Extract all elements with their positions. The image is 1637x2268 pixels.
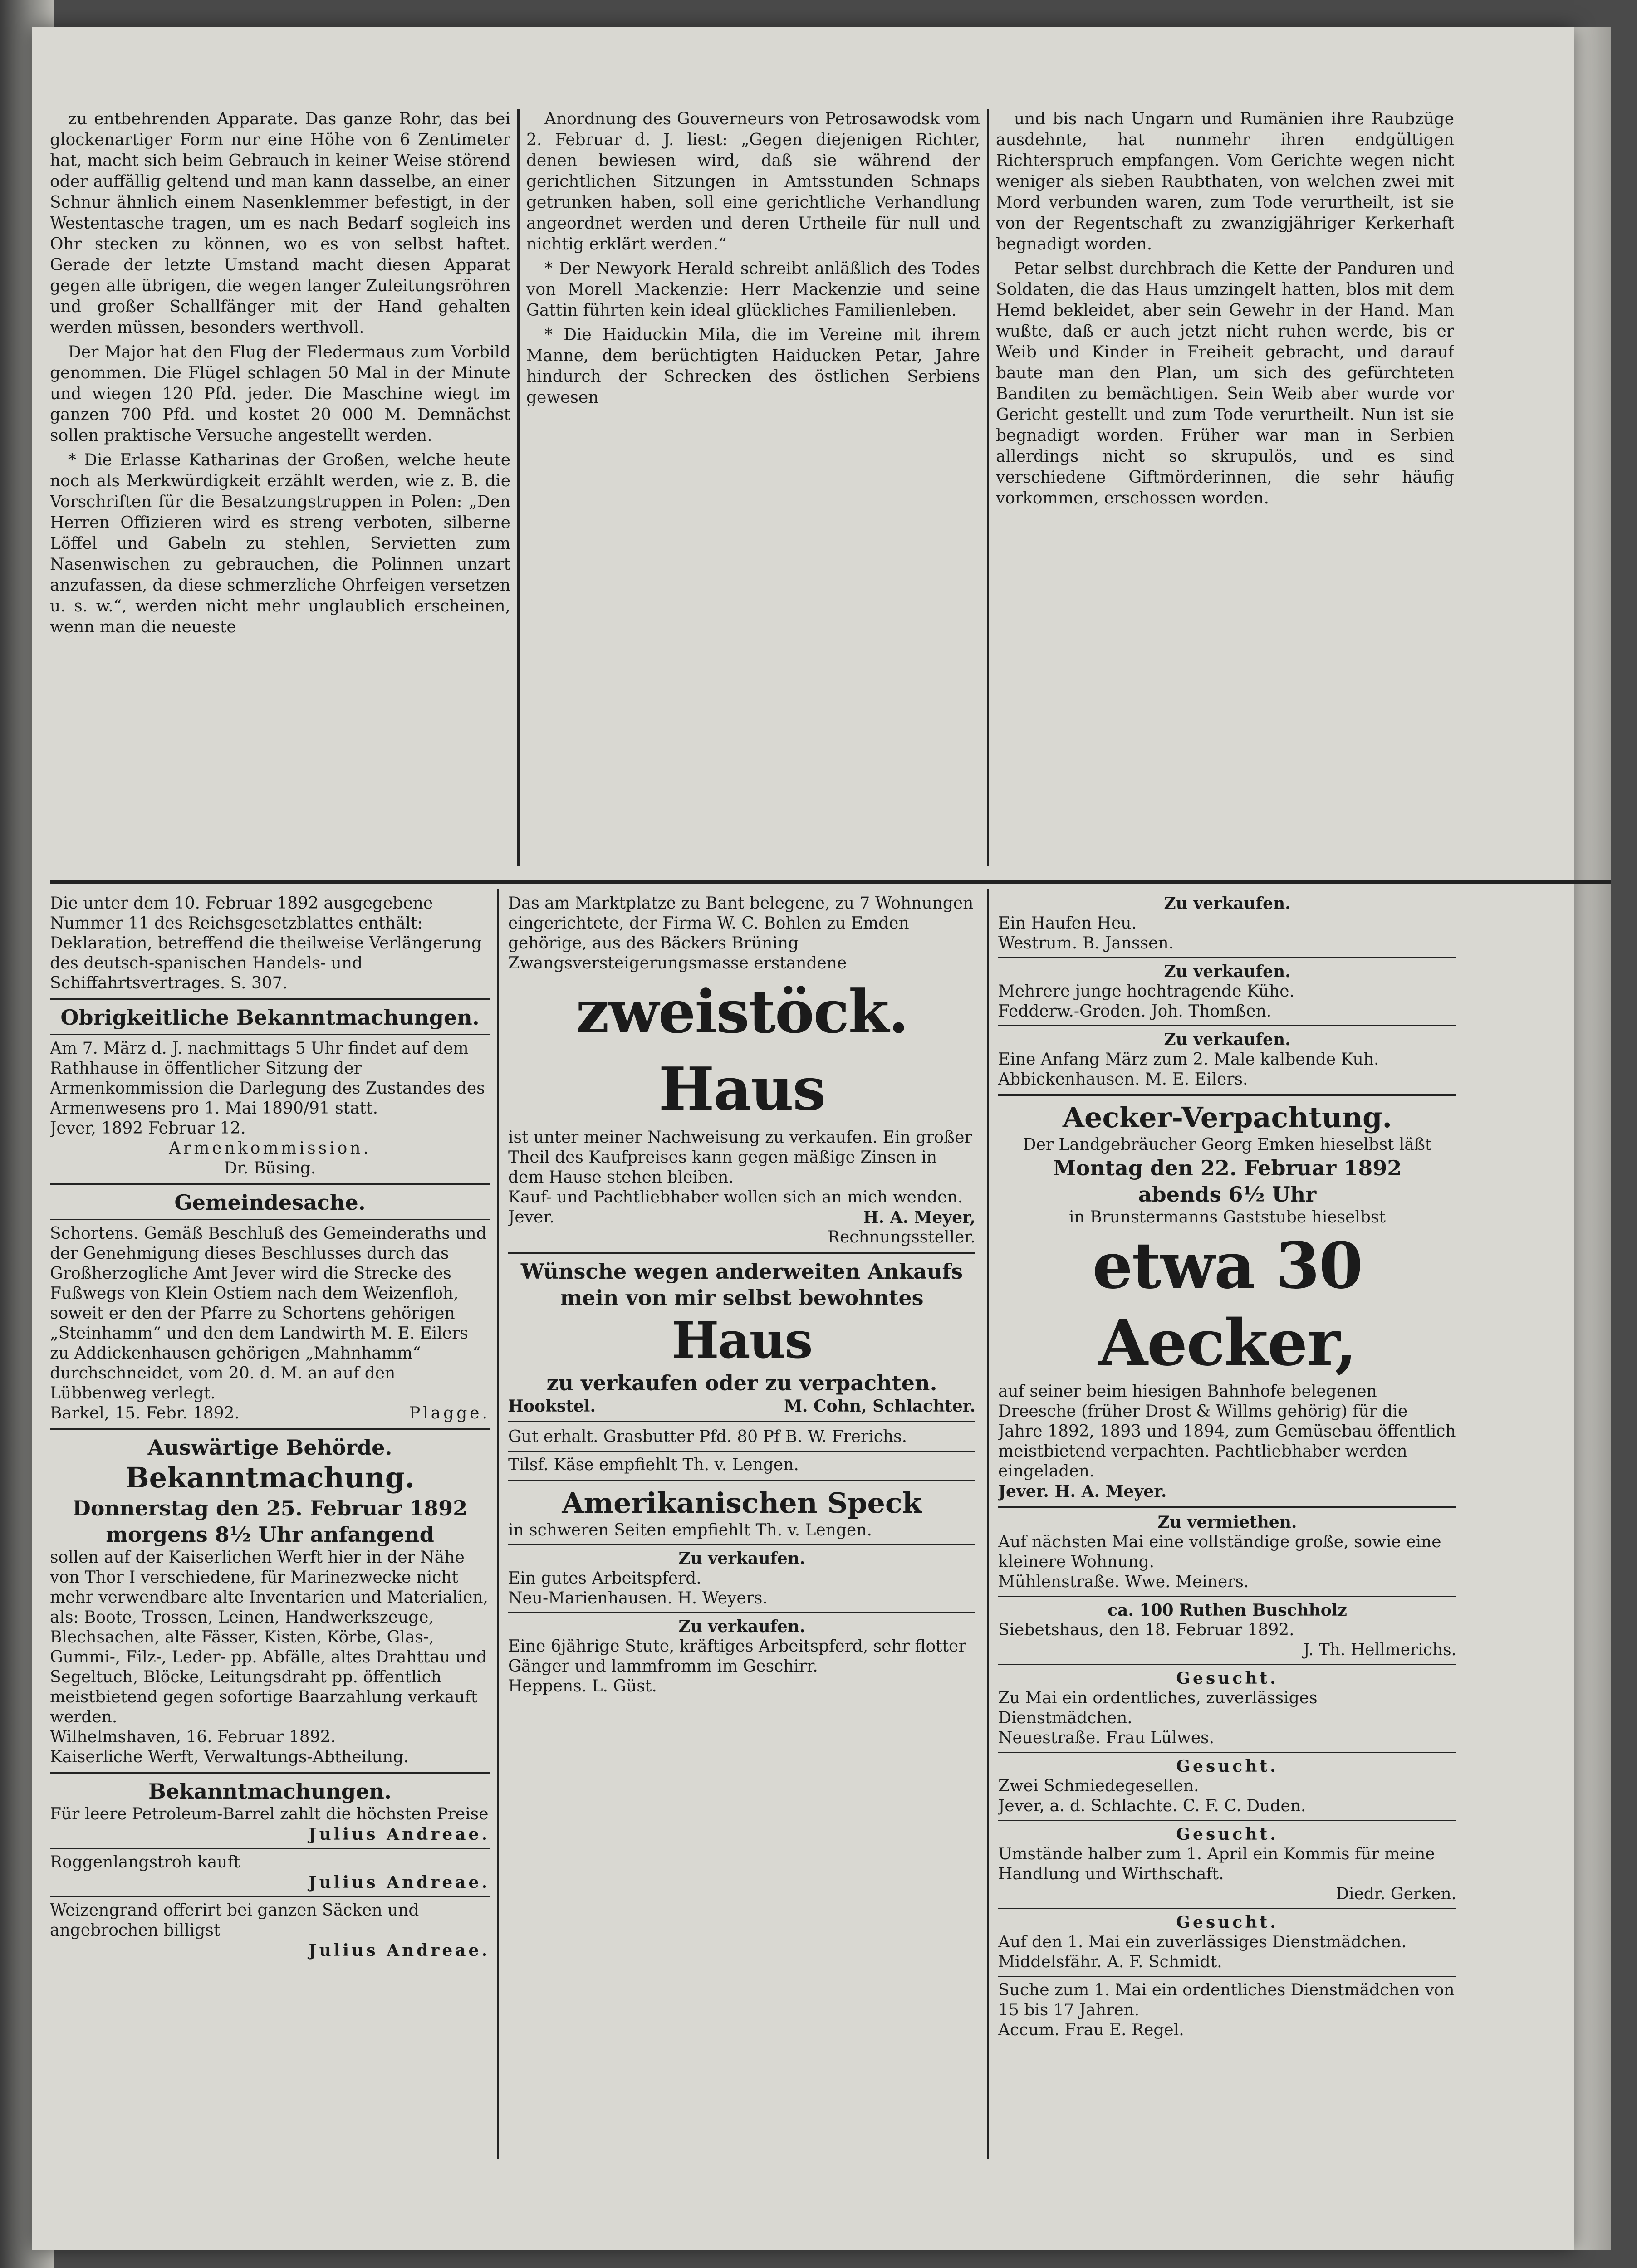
article-paragraph: * Die Haiduckin Mila, die im Vereine mit ihrem Manne, dem berüchtigten Haiducken Petar, Jahre hindurch der Schrecken des östlichen Serbiens gewesen [526,326,980,407]
acker-intro: Der Landgebräucher Georg Emken hieselbst läßt [1023,1135,1432,1154]
haus-headline: Haus [671,1311,812,1369]
ad-text: Umstände halber zum 1. April ein Kommis für meine Handlung und Wirthschaft. [998,1845,1435,1883]
buschholz-signature: J. Th. Hellmerichs. [1303,1641,1456,1659]
article-column-2 [526,109,980,866]
speck-headline: Amerikanischen Speck [562,1486,922,1520]
zuverkaufen-heading: Zu verkaufen. [678,1549,805,1568]
ad-text: Auf nächsten Mai eine vollständige große, sowie eine kleinere Wohnung. [998,1533,1441,1571]
signature-name: H. A. Meyer, [863,1208,975,1227]
wish-text: Wünsche wegen anderweiten Ankaufs mein von mir selbst bewohntes [520,1259,963,1310]
article-paragraph: * Die Erlasse Katharinas der Großen, welche heute noch als Merkwürdigkeit erzählt werden, wie z. B. die Vorschriften für die Besatzungstruppen in Polen: „Den Herren Offizieren wird es streng verboten, silberne Löffel und Gabeln zu stehlen, Servietten zum Nasenwischen zu gebrauchen, die Polinnen unzart anzufassen, da diese schmerzliche Ohrfeigen versetzen u. s. w.“, werden nicht mehr unglaublich erscheinen, wenn man die neueste [50,451,510,636]
hook-name: M. Cohn, Schlachter. [784,1397,975,1416]
house-text-2: Kauf- und Pachtliebhaber wollen sich an mich wenden. [508,1188,963,1207]
ad-signature: Middelsfähr. A. F. Schmidt. [998,1953,1222,1971]
auction-date: Donnerstag den 25. Februar 1892 [72,1496,468,1520]
article-column-3 [996,109,1454,866]
obrigkeit-place: Jever, 1892 Februar 12. [50,1119,246,1138]
andreae-signature: Julius Andreae. [309,1825,490,1844]
buschholz-place: Siebetshaus, den 18. Februar 1892. [998,1621,1294,1639]
ad-text: Zu Mai ein ordentliches, zuverlässiges Dienstmädchen. [998,1689,1318,1727]
signature-place: Jever. [508,1208,555,1227]
acker-text: auf seiner beim hiesigen Bahnhofe belegenen Dreesche (früher Drost & Willms gehörig) für die Jahre 1892, 1893 und 1894, zum Gemüsebau öffentlich meistbietend verpachten. Pachtliebhaber werden eingeladen. [998,1382,1456,1481]
ad-signature: Jever, a. d. Schlachte. C. F. C. Duden. [998,1797,1306,1815]
ad-text: Ein Haufen Heu. [998,914,1137,933]
ad-text: Zwei Schmiedegesellen. [998,1777,1199,1795]
acker-signature: Jever. H. A. Meyer. [998,1482,1167,1501]
mare-signature: Heppens. L. Güst. [508,1677,657,1696]
column-rule [987,889,989,2159]
ad-heading: Gesucht. [1176,1825,1279,1844]
house-headline: zweistöck. Haus [575,977,908,1124]
ad-text: Mehrere junge hochtragende Kühe. [998,982,1295,1001]
roggen-notice: Roggenlangstroh kauft [50,1853,240,1872]
andreae-signature: Julius Andreae. [309,1941,490,1960]
gemeinde-heading: Gemeindesache. [174,1190,366,1215]
zuverkaufen-heading: Zu verkaufen. [678,1617,805,1636]
obrigkeit-signature: Armenkommission. [169,1139,371,1158]
article-paragraph: Anordnung des Gouverneurs von Petrosawodsk vom 2. Februar d. J. liest: „Gegen diejenigen Richter, denen bewiesen wird, daß sie während der gerichtlichen Sitzungen in Amtsstunden Schnaps getrunken haben, soll eine gerichtliche Verhandlung angeordnet werden und deren Urtheile für null und nichtig erklärt werden.“ [526,110,980,254]
signature-role: Rechnungssteller. [827,1228,975,1246]
auswaertige-heading: Auswärtige Behörde. [147,1435,392,1460]
ad-text: Eine Anfang März zum 2. Male kalbende Kuh. [998,1050,1379,1069]
ad-signature: Mühlenstraße. Wwe. Meiners. [998,1573,1249,1591]
ad-signature: Neuestraße. Frau Lülwes. [998,1729,1215,1747]
horse-ad: Ein gutes Arbeitspferd. [508,1569,701,1588]
kaese-ad: Tilsf. Käse empfiehlt Th. v. Lengen. [508,1456,799,1474]
ad-heading: Zu verkaufen. [1164,1030,1291,1049]
ad-text: Suche zum 1. Mai ein ordentliches Dienstmädchen von 15 bis 17 Jahren. [998,1981,1455,2019]
right-ads-column [998,894,1456,2164]
bekanntmachungen-heading: Bekanntmachungen. [148,1779,392,1804]
gemeinde-place: Barkel, 15. Febr. 1892. [50,1404,240,1422]
ad-heading: Zu verkaufen. [1164,894,1291,913]
house-intro: Das am Marktplatze zu Bant belegene, zu 7 Wohnungen eingerichtete, der Firma W. C. Bohlen zu Emden gehörige, aus des Bäckers Brüning Zwangsversteigerungsmasse erstandene [508,894,974,973]
weizen-notice: Weizengrand offerirt bei ganzen Säcken und angebrochen billigst [50,1901,419,1940]
obrigkeit-signature-name: Dr. Büsing. [224,1159,316,1178]
ad-signature: Westrum. B. Janssen. [998,934,1174,953]
gemeinde-text: Schortens. Gemäß Beschluß des Gemeinderaths und der Genehmigung dieses Beschlusses durch das Großherzogliche Amt Jever wird die Strecke des Fußwegs von Klein Ostiem nach dem Weizenfloh, soweit er den der Pfarre zu Schortens gehörigen „Steinhamm“ und den dem Landwirth M. E. Eilers zu Addickenhausen gehörigen „Mahnhamm“ durchschneidet, vom 20. d. M. an auf den Lübbenweg verlegt. [50,1224,487,1403]
butter-ad: Gut erhalt. Grasbutter Pfd. 80 Pf B. W. Frerichs. [508,1427,907,1446]
column-rule [497,889,499,2159]
acker-date: Montag den 22. Februar 1892 [1053,1156,1402,1180]
auction-text: sollen auf der Kaiserlichen Werft hier in der Nähe von Thor I verschiedene, für Marinezwecke nicht mehr verwendbare alte Inventarien und Materialien, als: Boote, Trossen, Leinen, Handwerkszeuge, Blechsachen, alte Fässer, Kisten, Körbe, Glas-, Gummi-, Filz-, Leder- pp. Abfälle, altes Drahttau und Segeltuch, Blöcke, Leitungsdraht pp. öffentlich meistbietend gegen sofortige Baarzahlung verkauft werden. [50,1548,489,1726]
acker-headline: Aecker-Verpachtung. [1062,1101,1392,1134]
page-edge [1574,27,1611,2250]
hook-place: Hookstel. [508,1397,596,1416]
acker-time: abends 6½ Uhr [1138,1182,1317,1207]
speck-sub: in schweren Seiten empfiehlt Th. v. Lengen. [508,1521,872,1540]
acker-big-headline: etwa 30 Aecker, [1092,1229,1363,1380]
auction-time: morgens 8½ Uhr anfangend [106,1522,434,1547]
ad-heading: Gesucht. [1176,1913,1279,1932]
bekanntmachung-heading: Bekanntmachung. [125,1461,415,1494]
ad-text: Auf den 1. Mai ein zuverlässiges Dienstmädchen. [998,1933,1407,1951]
article-paragraph: und bis nach Ungarn und Rumänien ihre Raubzüge ausdehnte, hat nunmehr ihren endgültigen Richterspruch empfangen. Vom Gerichte wegen nicht weniger als sieben Raubthaten, von welchen zwei mit Mord verbunden waren, zum Tode verurtheilt, ist sie von der Regentschaft zu zwanzigjähriger Kerkerhaft begnadigt worden. [996,110,1454,254]
article-paragraph: * Der Newyork Herald schreibt anläßlich des Todes von Morell Mackenzie: Herr Mackenzie und seine Gattin führten kein ideal glückliches Familienleben. [526,259,980,320]
ad-signature: Abbickenhausen. M. E. Eilers. [998,1070,1248,1089]
ad-heading: Gesucht. [1176,1757,1279,1776]
mare-ad: Eine 6jährige Stute, kräftiges Arbeitspferd, sehr flotter Gänger und lammfromm im Geschirr. [508,1637,966,1676]
ad-signature: Diedr. Gerken. [1336,1885,1456,1903]
ad-signature: Fedderw.-Groden. Joh. Thomßen. [998,1002,1272,1021]
buschholz-headline: ca. 100 Ruthen Buschholz [1108,1601,1347,1620]
obrigkeit-heading: Obrigkeitliche Bekanntmachungen. [60,1005,480,1030]
sell-text: zu verkaufen oder zu verpachten. [546,1371,937,1395]
gemeinde-signature: Plagge. [409,1404,490,1422]
ad-heading: Zu verkaufen. [1164,962,1291,981]
article-paragraph: zu entbehrenden Apparate. Das ganze Rohr, das bei glockenartiger Form nur eine Höhe von 6 Zentimeter hat, macht sich beim Gebrauch in keiner Weise störend oder auffällig geltend und man kann dasselbe, an einer Schnur ähnlich einem Nasenklemmer befestigt, in der Westentasche tragen, um es nach Bedarf sogleich ins Ohr stecken zu können, wo es von selbst haftet. Gerade der letzte Umstand macht diesen Apparat gegen alle übrigen, die wegen langer Zuleitungsröhren und großer Schallfänger mit der Hand gehalten werden müssen, besonders werthvoll. [50,110,510,337]
notices-column [50,894,490,2164]
acker-location: in Brunstermanns Gaststube hieselbst [1069,1208,1386,1227]
article-paragraph: Petar selbst durchbrach die Kette der Panduren und Soldaten, die das Haus umzingelt hatten, blos mit dem Hemd bekleidet, aber sein Gewehr in der Hand. Man wußte, daß er auch jetzt nicht ruhen werde, bis er Weib und Kinder in Freiheit gebracht, und darauf baute man den Plan, um sich des gefürchteten Banditen zu bemächtigen. Sein Weib aber wurde vor Gericht gestellt und zum Tode verurtheilt. Nun ist sie begnadigt worden. Früher war man in Serbien allerdings nicht so skrupulös, und es sind verschiedene Giftmörderinnen, die sehr häufig vorkommen, erschossen worden. [996,259,1454,508]
horse-signature: Neu-Marienhausen. H. Weyers. [508,1589,768,1608]
andreae-signature: Julius Andreae. [309,1873,490,1892]
obrigkeit-text: Am 7. März d. J. nachmittags 5 Uhr findet auf dem Rathhause in öffentlicher Sitzung der Armenkommission die Darlegung des Zustandes des Armenwesens pro 1. Mai 1890/91 statt. [50,1039,485,1118]
column-rule [987,109,989,866]
ad-heading: Gesucht. [1176,1669,1279,1688]
section-rule [50,880,1611,884]
article-column-1 [50,109,510,866]
auction-place: Wilhelmshaven, 16. Februar 1892. [50,1728,336,1746]
ad-heading: Zu vermiethen. [1157,1513,1297,1532]
middle-ads-column [508,894,975,2164]
petroleum-notice: Für leere Petroleum-Barrel zahlt die höchsten Preise [50,1805,489,1823]
ad-signature: Accum. Frau E. Regel. [998,2021,1184,2039]
article-paragraph: Der Major hat den Flug der Fledermaus zum Vorbild genommen. Die Flügel schlagen 50 Mal in der Minute und wiegen 120 Pfd. jeder. Die Maschine wiegt im ganzen 700 Pfd. und kostet 20 000 M. Demnächst sollen praktische Versuche angestellt werden. [50,343,510,445]
auction-signature: Kaiserliche Werft, Verwaltungs-Abtheilung. [50,1748,409,1766]
column-rule [517,109,520,866]
reichsgesetzblatt-notice: Die unter dem 10. Februar 1892 ausgegebene Nummer 11 des Reichsgesetzblattes enthält: Deklaration, betreffend die theilweise Verlängerung des deutsch-spanischen Handels- und Schiffahrtsvertrages. S. 307. [50,894,482,992]
house-text: ist unter meiner Nachweisung zu verkaufen. Ein großer Theil des Kaufpreises kann gegen mäßige Zinsen in dem Hause stehen bleiben. [508,1128,972,1187]
